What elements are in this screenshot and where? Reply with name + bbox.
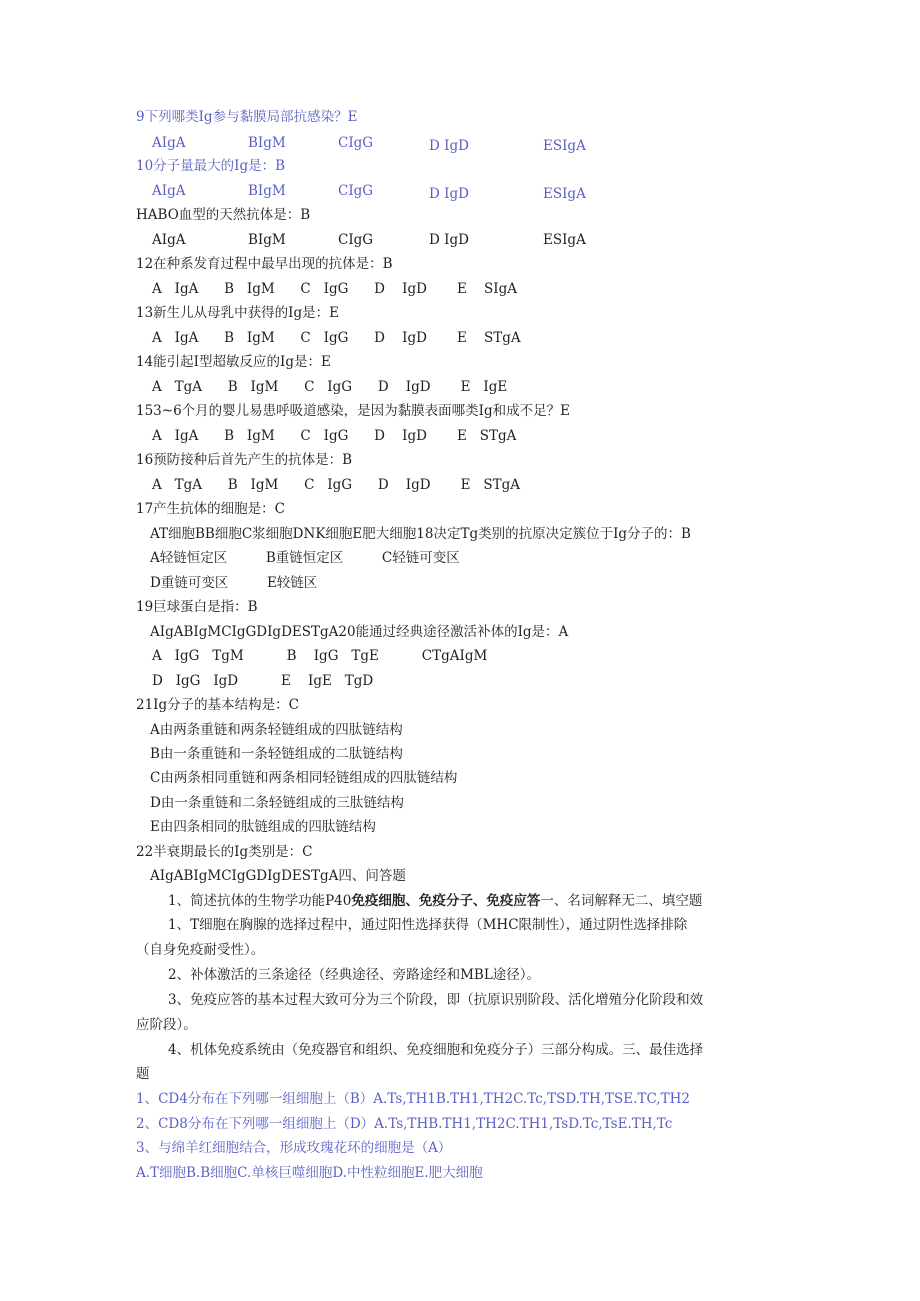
question-18-options-row2: D重链可变区 E较链区: [150, 575, 318, 591]
option-b: BIgM: [248, 232, 286, 248]
fill-2: 2、补体激活的三条途径（经典途径、旁路途经和MBL途径）。: [168, 967, 541, 983]
question-11-title: HABO血型的天然抗体是：B: [136, 207, 311, 223]
question-18-options-row1: A轻链恒定区 B重链恒定区 C轻链可变区: [150, 550, 460, 566]
best-choice-1: 1、CD4分布在下列哪一组细胞上（B）A.Ts,TH1B.TH1,TH2C.Tc,TSD.TH,TSE.TC,TH2: [136, 1091, 690, 1107]
fill-4-line1: 4、机体免疫系统由（免疫器官和组织、免疫细胞和免疫分子）三部分构成。三、最佳选择: [168, 1042, 704, 1058]
question-15-title: 153~6个月的婴儿易患呼吸道感染，是因为黏膜表面哪类Ig和成不足？E: [136, 403, 570, 419]
question-17-title: 17产生抗体的细胞是：C: [136, 501, 286, 517]
option-a: AIgA: [152, 232, 186, 248]
question-12-title: 12在种系发育过程中最早出现的抗体是：B: [136, 256, 393, 272]
option-c: CIgG: [338, 135, 374, 151]
question-22-title: 22半衰期最长的Ig类别是：C: [136, 844, 313, 860]
question-19-title: 19巨球蛋白是指：B: [136, 599, 258, 615]
option-d: D IgD: [429, 186, 469, 202]
option-e: E由四条相同的肽链组成的四肽链结构: [150, 819, 376, 835]
fill-4-line2: 题: [136, 1066, 150, 1082]
section-headings: 一、名词解释无二、填空题: [540, 893, 703, 909]
question-10-title: 10分子量最大的Ig是：B: [136, 158, 286, 174]
option-e: ESIgA: [543, 186, 586, 202]
option-e: ESIgA: [543, 138, 586, 154]
option-b: BIgM: [248, 183, 286, 199]
essay-text: 1、简述抗体的生物学功能P40: [168, 893, 352, 909]
question-16-options: A TgA B IgM C IgG D IgD E STgA: [152, 477, 521, 493]
option-d: D IgD: [429, 138, 469, 154]
question-12-options: A IgA B IgM C IgG D IgD E SIgA: [152, 281, 517, 297]
question-22-options: AIgABIgMCIgGDIgDESTgA四、问答题: [150, 868, 406, 884]
option-d: D由一条重链和二条轻链组成的三肽链结构: [150, 795, 404, 811]
question-16-title: 16预防接种后首先产生的抗体是：B: [136, 452, 353, 468]
question-14-title: 14能引起Ⅰ型超敏反应的Ig是：E: [136, 354, 331, 370]
best-choice-2: 2、CD8分布在下列哪一组细胞上（D）A.Ts,THB.TH1,TH2C.TH1,TsD.Tc,TsE.TH,Tc: [136, 1116, 673, 1132]
question-21-title: 21Ig分子的基本结构是：C: [136, 697, 299, 713]
best-choice-3-options: A.T细胞B.B细胞C.单核巨噬细胞D.中性粒细胞E.肥大细胞: [136, 1165, 483, 1181]
fill-1-line2: （自身免疫耐受性）。: [136, 942, 265, 958]
fill-3-line1: 3、免疫应答的基本过程大致可分为三个阶段，即（抗原识别阶段、活化增殖分化阶段和效: [168, 992, 704, 1008]
best-choice-3: 3、与绵羊红细胞结合，形成玫瑰花环的细胞是（A）: [136, 1140, 452, 1156]
question-20-options-row1: A IgG TgM B IgG TgE CTgAIgM: [152, 648, 488, 664]
option-a: AIgA: [152, 135, 186, 151]
fill-1-line1: 1、T细胞在胸腺的选择过程中，通过阳性选择获得（MHC限制性），通过阴性选择排除: [168, 917, 688, 933]
question-14-options: A TgA B IgM C IgG D IgD E IgE: [152, 379, 508, 395]
option-a: A由两条重链和两条轻链组成的四肽链结构: [150, 722, 403, 738]
essay-question-1: [168, 892, 702, 910]
question-13-title: 13新生儿从母乳中获得的Ig是：E: [136, 305, 340, 321]
option-d: D IgD: [429, 232, 469, 248]
question-17-options: AT细胞BB细胞C浆细胞DNK细胞E肥大细胞18决定Tg类别的抗原决定簇位于Ig分子的：B: [150, 526, 691, 542]
option-c: CIgG: [338, 232, 374, 248]
question-19-options: AIgABIgMCIgGDIgDESTgA20能通过经典途径激活补体的Ig是：A: [150, 624, 569, 640]
fill-3-line2: 应阶段）。: [136, 1017, 197, 1033]
option-c: CIgG: [338, 183, 374, 199]
question-15-options: A IgA B IgM C IgG D IgD E STgA: [152, 428, 517, 444]
question-20-options-row2: D IgG IgD E IgE TgD: [152, 673, 374, 689]
option-e: ESIgA: [543, 232, 586, 248]
question-13-options: A IgA B IgM C IgG D IgD E STgA: [152, 330, 521, 346]
question-9-title: 9下列哪类Ig参与黏膜局部抗感染？E: [136, 109, 358, 125]
option-c: C由两条相同重链和两条相同轻链组成的四肽链结构: [150, 770, 458, 786]
option-b: B由一条重链和一条轻链组成的二肽链结构: [150, 746, 403, 762]
essay-keywords: 免疫细胞、免疫分子、免疫应答: [351, 893, 541, 909]
option-a: AIgA: [152, 183, 186, 199]
option-b: BIgM: [248, 135, 286, 151]
